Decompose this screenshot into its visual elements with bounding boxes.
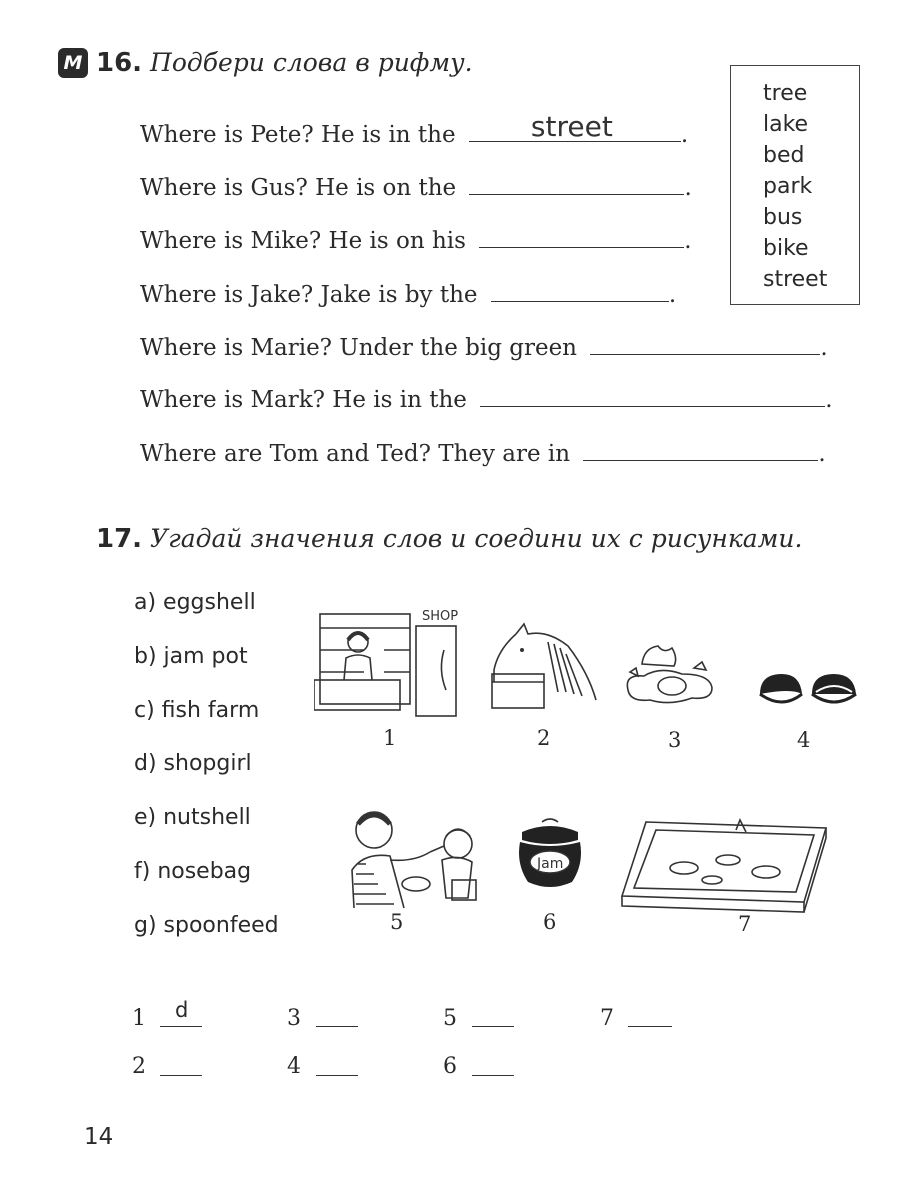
sentence-text: Where is Pete? He is in the: [140, 122, 456, 148]
word-box-item: bike: [763, 236, 809, 261]
picture-number-4: 4: [797, 728, 811, 752]
sentence-text: Where is Mark? He is in the: [140, 387, 467, 413]
answer-line-3[interactable]: [316, 1024, 358, 1027]
period: .: [818, 441, 826, 467]
period: .: [668, 282, 677, 308]
word-item-f: f) nosebag: [134, 859, 252, 884]
answer-blank[interactable]: [491, 277, 669, 302]
shop-sign: SHOP: [422, 609, 459, 624]
answer-blank[interactable]: [479, 223, 684, 248]
sentence-text: Where is Jake? Jake is by the: [140, 282, 478, 308]
sentence-3: [140, 223, 692, 254]
word-item-g: g) spoonfeed: [134, 913, 279, 938]
picture-number-3: 3: [668, 728, 682, 752]
page-number: 14: [84, 1124, 114, 1150]
word-box-item: tree: [763, 81, 808, 106]
picture-number-5: 5: [390, 910, 404, 934]
fish-farm-picture: [616, 818, 836, 914]
spoonfeed-picture: [334, 800, 494, 912]
answer-value-1: d: [175, 998, 189, 1022]
answer-label-6: 6: [443, 1054, 457, 1079]
sentence-6: [140, 382, 833, 413]
word-item-c: c) fish farm: [134, 698, 260, 723]
answer-blank[interactable]: [480, 382, 825, 407]
answer-blank[interactable]: [469, 170, 684, 195]
sentence-text: Where are Tom and Ted? They are in: [140, 441, 571, 467]
sentence-4: [140, 277, 676, 308]
shop-picture: [314, 600, 474, 720]
nutshell-picture: [756, 668, 866, 712]
period: .: [684, 175, 692, 201]
answer-line-1[interactable]: [160, 1024, 202, 1027]
period: .: [684, 228, 692, 254]
sentence-2: [140, 170, 692, 201]
sentence-text: Where is Marie? Under the big green: [140, 335, 577, 361]
answer-line-6[interactable]: [472, 1073, 514, 1076]
word-box-item: street: [763, 267, 828, 292]
word-box-item: park: [763, 174, 813, 199]
answer-label-1: 1: [132, 1006, 146, 1031]
eggshell-picture: [620, 640, 720, 710]
picture-number-1: 1: [383, 726, 397, 750]
answer-label-5: 5: [443, 1006, 457, 1031]
badge-letter: M: [63, 52, 83, 74]
word-box-item: bed: [763, 143, 805, 168]
answer-line-5[interactable]: [472, 1024, 514, 1027]
answer-line-4[interactable]: [316, 1073, 358, 1076]
sentence-5: [140, 330, 828, 361]
word-item-d: d) shopgirl: [134, 751, 252, 776]
word-item-b: b) jam pot: [134, 644, 248, 669]
period: .: [825, 387, 833, 413]
picture-number-7: 7: [738, 912, 752, 936]
word-item-a: a) eggshell: [134, 590, 256, 615]
answer-label-2: 2: [132, 1054, 146, 1079]
answer-line-7[interactable]: [628, 1024, 672, 1027]
word-item-e: e) nutshell: [134, 805, 251, 830]
picture-number-2: 2: [537, 726, 551, 750]
picture-number-6: 6: [543, 910, 557, 934]
word-box-item: lake: [763, 112, 809, 137]
answer-blank[interactable]: [469, 110, 681, 143]
answer-blank[interactable]: [590, 330, 820, 355]
sentence-text: Where is Mike? He is on his: [140, 228, 466, 254]
jam-pot-picture: [512, 818, 588, 890]
exercise-instruction: Угадай значения слов и соедини их с рисунками.: [150, 524, 803, 553]
exercise-instruction: Подбери слова в рифму.: [150, 48, 473, 77]
exercise-number: 16.: [96, 48, 143, 78]
handwritten-answer: street: [530, 110, 613, 143]
exercise-marker-badge: [58, 48, 88, 78]
jar-label: Jam: [537, 856, 564, 872]
answer-label-7: 7: [600, 1006, 614, 1031]
word-box: [730, 65, 860, 305]
answer-label-3: 3: [287, 1006, 301, 1031]
word-box-item: bus: [763, 205, 803, 230]
answer-line-2[interactable]: [160, 1073, 202, 1076]
horse-picture: [488, 622, 598, 714]
sentence-text: Where is Gus? He is on the: [140, 175, 457, 201]
period: .: [680, 122, 689, 148]
answer-blank[interactable]: [583, 436, 818, 461]
sentence-1: [140, 110, 689, 148]
exercise-17-title: [96, 524, 802, 554]
exercise-16-title: [96, 48, 473, 78]
sentence-7: [140, 436, 826, 467]
exercise-number: 17.: [96, 524, 143, 554]
answer-label-4: 4: [287, 1054, 301, 1079]
period: .: [820, 335, 828, 361]
